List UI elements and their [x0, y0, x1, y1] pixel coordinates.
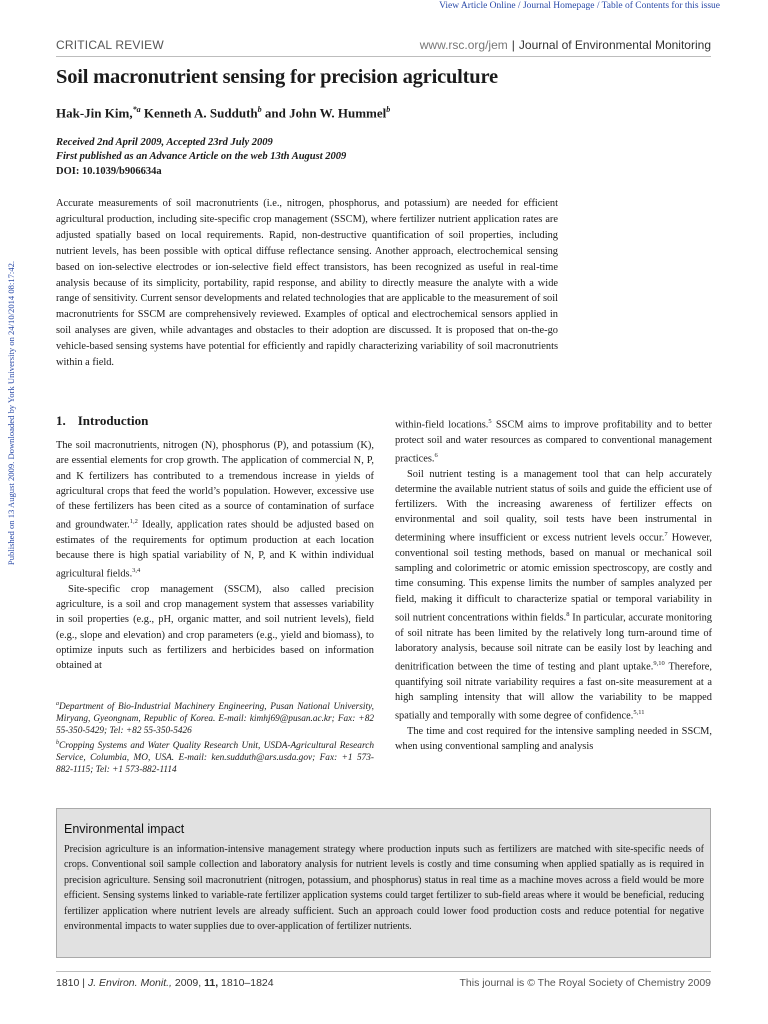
section-heading — [56, 413, 374, 428]
published-date: First published as an Advance Article on the web 13th August 2009 — [56, 151, 347, 162]
journal-header — [56, 38, 711, 54]
citation[interactable]: 9,10 — [653, 659, 665, 667]
page-range: 1810–1824 — [221, 977, 274, 989]
impact-text: Precision agriculture is an information-intensive management strategy where production inputs such as fertilizers are matched with site-specific needs of crops. Conventional soil sample collection and laboratory analysis for nutrient levels is costly and time consuming when applied spatially as is required in precision agriculture. Sensing soil macronutrient (nitrogen, potassium, and phosphorus) status in real time as a machine moves across a field would be more efficient. Sensing systems linked to variable-rate fertilizer application systems could target fertilizer to sub-field areas where it would be beneficial, reducing fertilizer application where nutrient levels are already sufficient. Such an approach could lower food production costs and reduce potential for negative environmental impacts to water supplies due to over-application of fertilizer nutrients. — [64, 844, 704, 933]
citation[interactable]: 5 — [488, 418, 492, 425]
abstract: Accurate measurements of soil macronutrients (i.e., nitrogen, phosphorus, and potassium) are needed for efficient agricultural production, including site-specific crop management (SSCM), where fertilizer nutrient application rates are adjusted spatially based on local requirements. Rapid, non-destructive quantification of soil properties, including nutrient levels, has been possible with optical diffuse reflectance sensing. Another approach, electrochemical sensing based on ion-selective electrodes or ion-selective field effect transistors, has been recognized as useful in real-time analysis because of its simplicity, portability, rapid response, and ability to directly measure the analyte with a wide range of sensitivity. Current sensor developments and related technologies that are applicable to the measurement of soil macronutrients for SSCM are comprehensively reviewed. Examples of optical and electrochemical sensors applied in soil analyses are given, while advantages and obstacles to their adoption are discussed. It is proposed that on-the-go vehicle-based sensing systems have potential for efficiently and rapidly characterizing variability of soil macronutrients within a field. — [56, 198, 558, 369]
journal-header-right — [420, 38, 711, 52]
journal-url[interactable]: www.rsc.org/jem — [419, 38, 508, 52]
author-name: Kenneth A. Sudduth — [140, 105, 258, 121]
footer-citation — [56, 977, 274, 989]
footnote: $^b$Cropping Systems and Water Quality Research Unit, USDA-Agricultural Research Service, Columbia, MO, USA. E-mail: ken.sudduth@ars.usda.gov; Fax: +1 573-882-1115; Tel: +1 573-882-1114 — [56, 740, 374, 776]
journal-homepage-link[interactable]: Journal Homepage — [522, 1, 595, 11]
copyright: This journal is © The Royal Society of Chemistry 2009 — [459, 977, 711, 989]
section-title: Introduction — [77, 413, 149, 428]
page-number: 1810 — [56, 977, 80, 989]
citation[interactable]: 7 — [664, 531, 668, 539]
author-name: and John W. Hummel — [261, 105, 387, 121]
footnote-mark: b — [56, 740, 59, 747]
author-affiliation-mark: b — [386, 105, 391, 114]
right-column — [395, 414, 712, 754]
year: 2009, — [174, 977, 202, 989]
footnote-mark: a — [56, 701, 59, 707]
footer-separator: | — [82, 977, 86, 989]
affiliation-footnotes — [56, 699, 374, 778]
body-paragraph: within-field locations.$^5$ SSCM aims to improve profitability and to better protect soil and water resources as compared to conventional management practices.$^6$ — [395, 418, 712, 465]
environmental-impact-box — [56, 808, 711, 958]
download-side-note — [2, 215, 20, 610]
author-affiliation-mark: b — [257, 105, 262, 114]
citation[interactable]: 5,11 — [633, 709, 645, 716]
citation[interactable]: 1,2 — [129, 518, 138, 526]
link-separator: / — [594, 1, 602, 11]
header-separator: | — [511, 38, 515, 52]
header-rule — [56, 56, 711, 57]
top-links — [439, 1, 720, 11]
body-paragraph: The time and cost required for the intensive sampling needed in SSCM, when using conventional sampling and analysis — [395, 725, 712, 752]
footnote: $^a$Department of Bio-Industrial Machinery Engineering, Pusan National University, Miryang, Gyeongnam, Republic of Korea. E-mail: kimhj69@pusan.ac.kr; Fax: +82 55-350-5429; Tel: +82 55-350-5426 — [56, 701, 374, 736]
citation[interactable]: 8 — [566, 610, 570, 618]
left-column — [56, 413, 374, 673]
section-number: 1. — [56, 413, 66, 428]
doi[interactable]: DOI: 10.1039/b906634a — [56, 166, 162, 177]
body-paragraph: Site-specific crop management (SSCM), also called precision agriculture, is a soil and crop management system that assesses variability in soil properties (e.g., pH, organic matter, and soil nutrient levels), field (e.g., slope and elevation) and crop parameters (e.g., yield and biomass), to optimize inputs such as fertilizers and herbicides based on information obtained at — [56, 583, 374, 671]
impact-heading: Environmental impact — [64, 822, 185, 836]
section-label: CRITICAL REVIEW — [56, 38, 164, 52]
article-title: Soil macronutrient sensing for precision agriculture — [56, 66, 498, 88]
table-of-contents-link[interactable]: Table of Contents for this issue — [601, 1, 720, 11]
received-dates: Received 2nd April 2009, Accepted 23rd July 2009 — [56, 137, 273, 148]
author-list — [56, 105, 390, 121]
link-separator: / — [515, 1, 523, 11]
download-side-note-text: Published on 13 August 2009. Downloaded by York University on 24/10/2014 08:17:42. — [6, 260, 16, 565]
body-paragraph: Soil nutrient testing is a management tool that can help accurately determine the available nutrient status of soils and guide the efficient use of fertilizers. With the increasing awareness of fertilizer effects on environmental and soil quality, soil tests have been instrumental in determining where insufficient or excess nutrient levels occur.$^7$ However, conventional soil testing methods, based on manual or mechanical soil sampling and colorimetric or atomic emission spectroscopy, are costly and time consuming. This expense limits the number of samples analyzed per field, making it difficult to characterize spatial or temporal variability in soil nutrient concentrations within fields.$^8$ In particular, accurate monitoring of soil nitrate has been limited by the relatively long turn-around time of laboratory analysis, because soil nitrate can be easily lost by leaching and denitrification between the time of testing and plant uptake.$^{9,10}$ Therefore, quantifying soil nitrate variability requires a fast on-site measurement at a high sampling intensity that will allow the variability to be mapped spatially and temporally with some degree of confidence.$^{5,11}$ — [395, 468, 712, 722]
author-name: Hak-Jin Kim, — [56, 105, 133, 121]
journal-name: Journal of Environmental Monitoring — [518, 38, 711, 52]
journal-abbrev: J. Environ. Monit., — [87, 977, 172, 989]
footer-rule — [56, 971, 711, 972]
citation[interactable]: 3,4 — [132, 567, 141, 575]
volume: 11, — [204, 977, 219, 989]
body-paragraph: The soil macronutrients, nitrogen (N), phosphorus (P), and potassium (K), are essential elements for crop growth. The application of commercial N, P, and K fertilizers has contributed to a tremendous increase in yields of agricultural crops that feed the world’s population. However, excessive use of these fertilizers has been cited as a source of contamination of surface and groundwater.$^{1,2}$ Ideally, application rates should be adjusted based on estimates of the requirements for optimum production at each location because there is high spatial variability of N, P, and K within individual agricultural fields.$^{3,4}$ — [56, 440, 374, 580]
view-article-online-link[interactable]: View Article Online — [439, 1, 516, 11]
citation[interactable]: 6 — [434, 451, 438, 459]
author-affiliation-mark: *a — [132, 105, 141, 114]
